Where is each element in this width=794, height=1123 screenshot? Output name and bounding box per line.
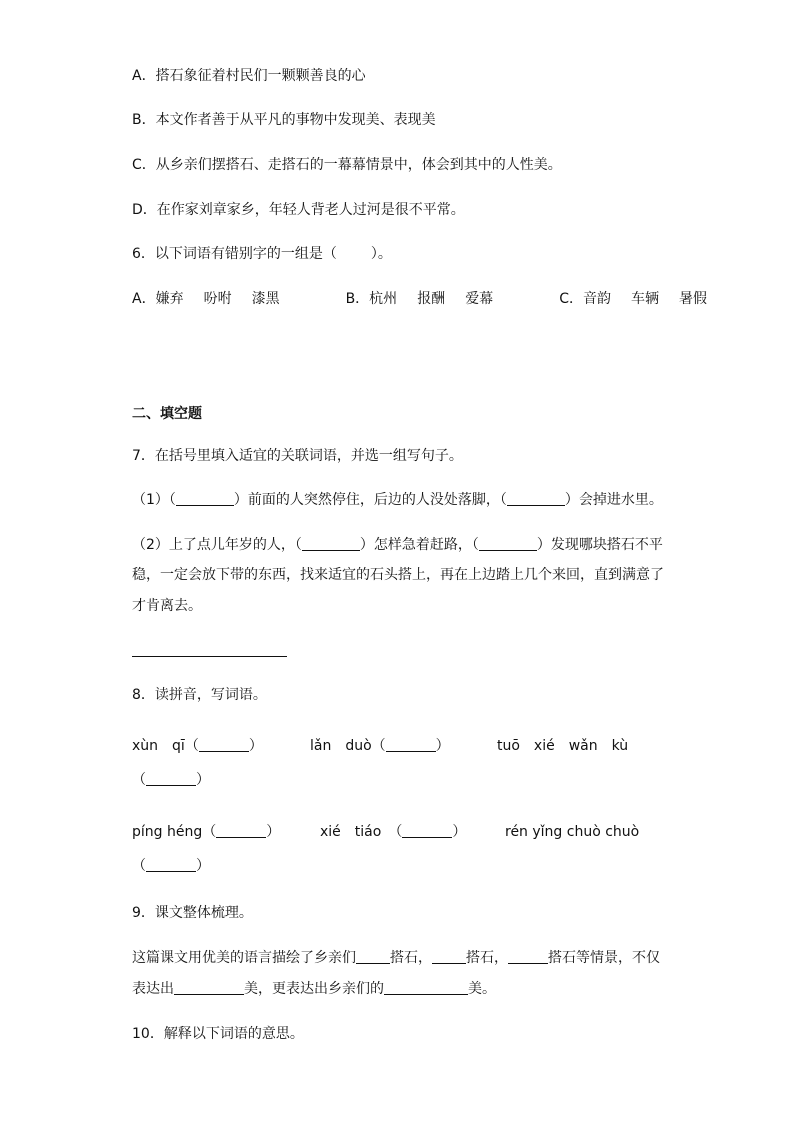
q8-blank-3[interactable] — [146, 771, 196, 786]
q6-b-1: B．杭州 — [345, 291, 398, 307]
q5-option-a: A．搭石象征着村民们一颗颗善良的心 — [132, 68, 366, 84]
q8-blank-2[interactable] — [386, 737, 436, 752]
q7-s2-blank-1[interactable] — [302, 536, 360, 551]
q6-c-2: 车辆 — [630, 291, 659, 307]
q7-stem: 7．在括号里填入适宜的关联词语，并选一组写句子。 — [132, 448, 463, 464]
q6-a-1: A．嫌弃 — [132, 291, 184, 307]
q9-stem: 9．课文整体梳理。 — [132, 905, 253, 921]
q8-item-3: tuō xié wǎn kù — [497, 738, 629, 754]
q8-blank-5[interactable] — [402, 823, 452, 838]
q9-line-2: 表达出 美，更表达出乡亲们的 美。 — [132, 981, 496, 997]
q6-b-3: 爱幕 — [465, 291, 494, 307]
q6-a-3: 漆黑 — [251, 291, 280, 307]
q8-item-2: lǎn duò（ ） — [310, 738, 450, 754]
q9-blank-3[interactable] — [508, 949, 548, 964]
q8-blank-6[interactable] — [146, 857, 196, 872]
q6-a-2: 吩咐 — [203, 291, 232, 307]
q7-s1-blank-2[interactable] — [507, 491, 565, 506]
q9-blank-2[interactable] — [432, 949, 466, 964]
q7-sentence-2-line2: 稳，一定会放下带的东西，找来适宜的石头搭上，再在上边踏上几个来回，直到满意了 — [132, 567, 664, 583]
q8-item-1: xùn qī（ ） — [132, 738, 263, 754]
q8-stem: 8．读拼音，写词语。 — [132, 687, 267, 703]
q6-b-2: 报酬 — [417, 291, 446, 307]
q6-c-3: 暑假 — [678, 291, 707, 307]
q6-options — [132, 290, 727, 308]
q8-blank-4[interactable] — [216, 823, 266, 838]
q7-s2-blank-2[interactable] — [479, 536, 537, 551]
q7-answer-line[interactable] — [132, 656, 287, 657]
q8-item-5: xié tiáo （ ） — [320, 824, 467, 840]
q9-blank-5[interactable] — [384, 980, 468, 995]
q7-sentence-2-line3: 才肯离去。 — [132, 598, 202, 614]
q5-option-c: C．从乡亲们摆搭石、走搭石的一幕幕情景中，体会到其中的人性美。 — [132, 157, 562, 173]
q6-stem: 6．以下词语有错别字的一组是（ ）。 — [132, 246, 392, 262]
q9-blank-4[interactable] — [174, 980, 244, 995]
q10-stem: 10．解释以下词语的意思。 — [132, 1026, 304, 1042]
q8-item-4: píng héng（ ） — [132, 824, 281, 840]
q8-item-6-answer: （ ） — [132, 858, 210, 874]
q9-line-1: 这篇课文用优美的语言描绘了乡亲们 搭石， 搭石， 搭石等情景，不仅 — [132, 950, 660, 966]
q8-item-3-answer: （ ） — [132, 772, 210, 788]
q6-c-1: C．音韵 — [559, 291, 611, 307]
q7-sentence-1: （1）（ ）前面的人突然停住，后边的人没处落脚，（ ）会掉进水里。 — [132, 492, 663, 508]
q8-blank-1[interactable] — [199, 737, 249, 752]
q5-option-d: D．在作家刘章家乡，年轻人背老人过河是很不平常。 — [132, 202, 465, 218]
section-title: 二、填空题 — [132, 406, 202, 422]
q7-s1-blank-1[interactable] — [176, 491, 234, 506]
q8-item-6: rén yǐng chuò chuò — [505, 824, 640, 840]
q5-option-b: B．本文作者善于从平凡的事物中发现美、表现美 — [132, 112, 436, 128]
q7-sentence-2: （2）上了点儿年岁的人，（ ）怎样急着赶路，（ ）发现哪块搭石不平 — [132, 537, 663, 553]
q9-blank-1[interactable] — [356, 949, 390, 964]
